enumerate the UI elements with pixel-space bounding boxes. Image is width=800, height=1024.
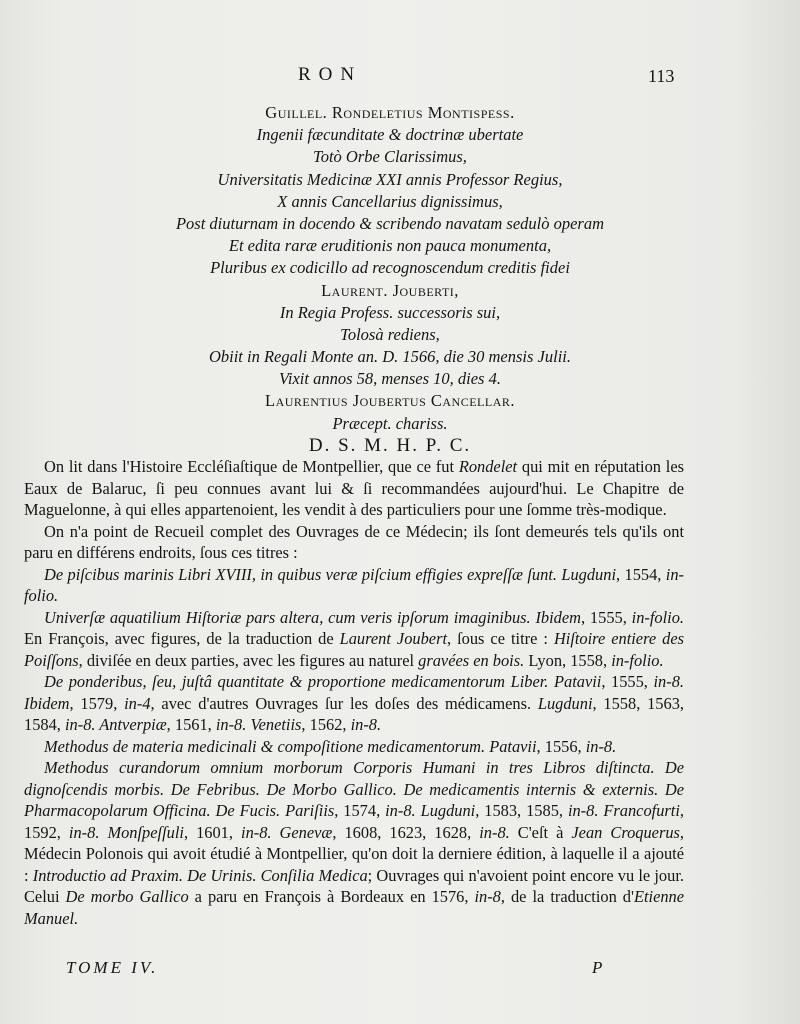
italic-text-run: in-8.	[350, 715, 382, 734]
italic-text-run: in-8. Monſpeſſuli	[68, 822, 184, 842]
text-run: , 1561,	[166, 715, 216, 734]
epitaph-line: Laurentius Joubertus Cancellar.	[265, 391, 515, 411]
page-number: 113	[648, 66, 675, 86]
italic-text-run: Etienne Manuel.	[24, 887, 685, 928]
bibliography-entry	[24, 564, 684, 607]
italic-text-run: Lugduni	[537, 693, 593, 713]
italic-text-run: in-8.	[479, 822, 510, 842]
bibliography-entry	[24, 671, 684, 736]
epitaph-line: Totò Orbe Clarissimus,	[313, 147, 467, 167]
italic-text-run: in-8. Antverpiæ	[64, 715, 167, 734]
text-run: , 1562,	[301, 715, 351, 734]
paragraph-balaruc	[24, 456, 684, 521]
bibliography-entry	[24, 736, 684, 758]
page-footer	[0, 958, 800, 984]
text-run: , 1555,	[581, 607, 632, 627]
text-run: ; Ouvrages qui n'avoient point encore vu le jour. Celui	[24, 865, 684, 906]
bibliography-entry	[24, 757, 684, 929]
page-header	[0, 62, 800, 90]
italic-text-run: in-4	[124, 693, 151, 713]
epitaph-line: Vixit annos 58, menses 10, dies 4.	[279, 369, 501, 389]
italic-text-run: Jean Croquerus	[571, 822, 680, 842]
epitaph-line: In Regia Profess. successoris sui,	[279, 302, 501, 322]
text-run: , 1579,	[69, 693, 125, 713]
italic-text-run: gravées en bois.	[418, 650, 525, 670]
epitaph-inscription	[120, 102, 660, 457]
paragraph-works-intro	[24, 521, 684, 564]
epitaph-line: Obiit in Regali Monte an. D. 1566, die 30 mensis Julii.	[208, 347, 572, 367]
text-run: , 1608, 1623, 1628,	[332, 822, 480, 842]
italic-text-run: Hiſtoire entiere des Poiſſons	[24, 629, 684, 670]
text-run: , Médecin Polonois qui avoit étudié à Montpellier, qu'on doit la derniere édition, à laquelle il a ajouté :	[24, 822, 685, 885]
italic-text-run: Univerſæ aquatilium Hiſtoriæ pars altera, cum veris ipſorum imaginibus. Ibidem	[44, 607, 581, 627]
bibliography-entry	[24, 607, 684, 672]
epitaph-line: Laurent. Jouberti,	[321, 280, 459, 300]
italic-text-run: in-8.	[585, 736, 617, 756]
text-run: En François, avec figures, de la traduction de	[24, 629, 340, 648]
italic-text-run: Introductio ad Praxim. De Urinis. Conſilia Medica	[32, 865, 368, 885]
text-run: , de la traduction d'	[500, 887, 634, 906]
italic-text-run: in-folio.	[24, 564, 684, 605]
text-run: , 1558, 1563, 1584,	[24, 693, 684, 734]
italic-text-run: in-8. Lugduni	[385, 801, 476, 820]
text-run: , 1556,	[536, 736, 586, 756]
text-run: , ſous ce titre :	[447, 629, 554, 648]
italic-text-run: in-8. Francofurti	[567, 801, 680, 820]
text-run: , 1555,	[601, 672, 654, 691]
text-run: Lyon, 1558,	[524, 650, 612, 670]
text-run: , 1583, 1585,	[475, 801, 568, 820]
epitaph-line: Guillel. Rondeletius Montispess.	[265, 103, 515, 122]
italic-text-run: De morbo Gallico	[65, 887, 189, 906]
text-run: qui mit en réputation les Eaux de Balaruc, ſi peu connues avant lui & ſi recommandées aujourd'hui. Le Chapitre de Maguelonne, à qui elles appartenoient, les vendit à des particuliers pour une ſomme très-modique.	[24, 457, 684, 519]
italic-text-run: in-8. Ibidem	[24, 672, 685, 713]
epitaph-line: Et edita raræ eruditionis non pauca monumenta,	[228, 236, 552, 256]
italic-text-run: in-8. Venetiis	[215, 715, 302, 734]
text-run: , 1592,	[24, 801, 684, 842]
epitaph-line: Universitatis Medicinæ XXI annis Professor Regius,	[217, 169, 563, 189]
italic-text-run: in-folio.	[611, 650, 664, 670]
text-run: On lit dans l'Histoire Eccléſiaſtique de Montpellier, que ce fut	[44, 457, 459, 476]
epitaph-line: Præcept. chariss.	[332, 413, 448, 433]
italic-text-run: Laurent Joubert	[339, 629, 447, 648]
epitaph-line: Post diuturnam in docendo & scribendo navatam sedulò operam	[175, 213, 605, 233]
italic-text-run: Rondelet	[458, 457, 518, 476]
text-run: , 1601,	[183, 822, 242, 842]
epitaph-line: X annis Cancellarius dignissimus,	[277, 191, 503, 211]
text-run: , diviſée en deux parties, avec les figures au naturel	[78, 650, 419, 670]
text-run: , 1554,	[616, 564, 666, 584]
gathering-signature: P	[592, 958, 603, 977]
text-run: On n'a point de Recueil complet des Ouvrages de ce Médecin; ils ſont demeurés tels qu'ils ont paru en différens endroits, ſous ces titres :	[24, 521, 684, 562]
article-body	[24, 456, 684, 929]
italic-text-run: in-8	[474, 887, 501, 906]
italic-text-run: in-folio.	[631, 607, 684, 627]
text-run: a paru en François à Bordeaux en 1576,	[188, 887, 475, 906]
italic-text-run: De ponderibus, ſeu, juſtâ quantitate & proportione medicamentorum Liber. Patavii	[44, 672, 602, 691]
text-run: , avec d'autres Ouvrages ſur les doſes des médicamens.	[150, 693, 538, 713]
italic-text-run: in-8. Genevæ	[241, 822, 333, 842]
running-head: RON	[298, 64, 363, 85]
italic-text-run: De piſcibus marinis Libri XVIII, in quibus veræ piſcium effigies expreſſæ ſunt. Lugduni	[44, 564, 617, 584]
italic-text-run: Methodus curandorum omnium morborum Corporis Humani in tres Libros diſtincta. De dignoſcendis morbis. De Febribus. De Morbo Gallico. De medicamentis internis & externis. De Pharmacopolarum Officina. De Fucis. Pariſiis	[24, 758, 684, 820]
epitaph-line: Tolosà rediens,	[340, 324, 440, 344]
text-run: C'eſt à	[509, 822, 572, 842]
epitaph-line: D. S. M. H. P. C.	[308, 434, 472, 456]
text-run: , 1574,	[334, 801, 386, 820]
italic-text-run: Methodus de materia medicinali & compoſitione medicamentorum. Patavii	[44, 736, 537, 756]
epitaph-line: Pluribus ex codicillo ad recognoscendum creditis fidei	[210, 258, 570, 278]
volume-signature: TOME IV.	[66, 958, 159, 977]
epitaph-line: Ingenii fæcunditate & doctrinæ ubertate	[256, 125, 524, 145]
